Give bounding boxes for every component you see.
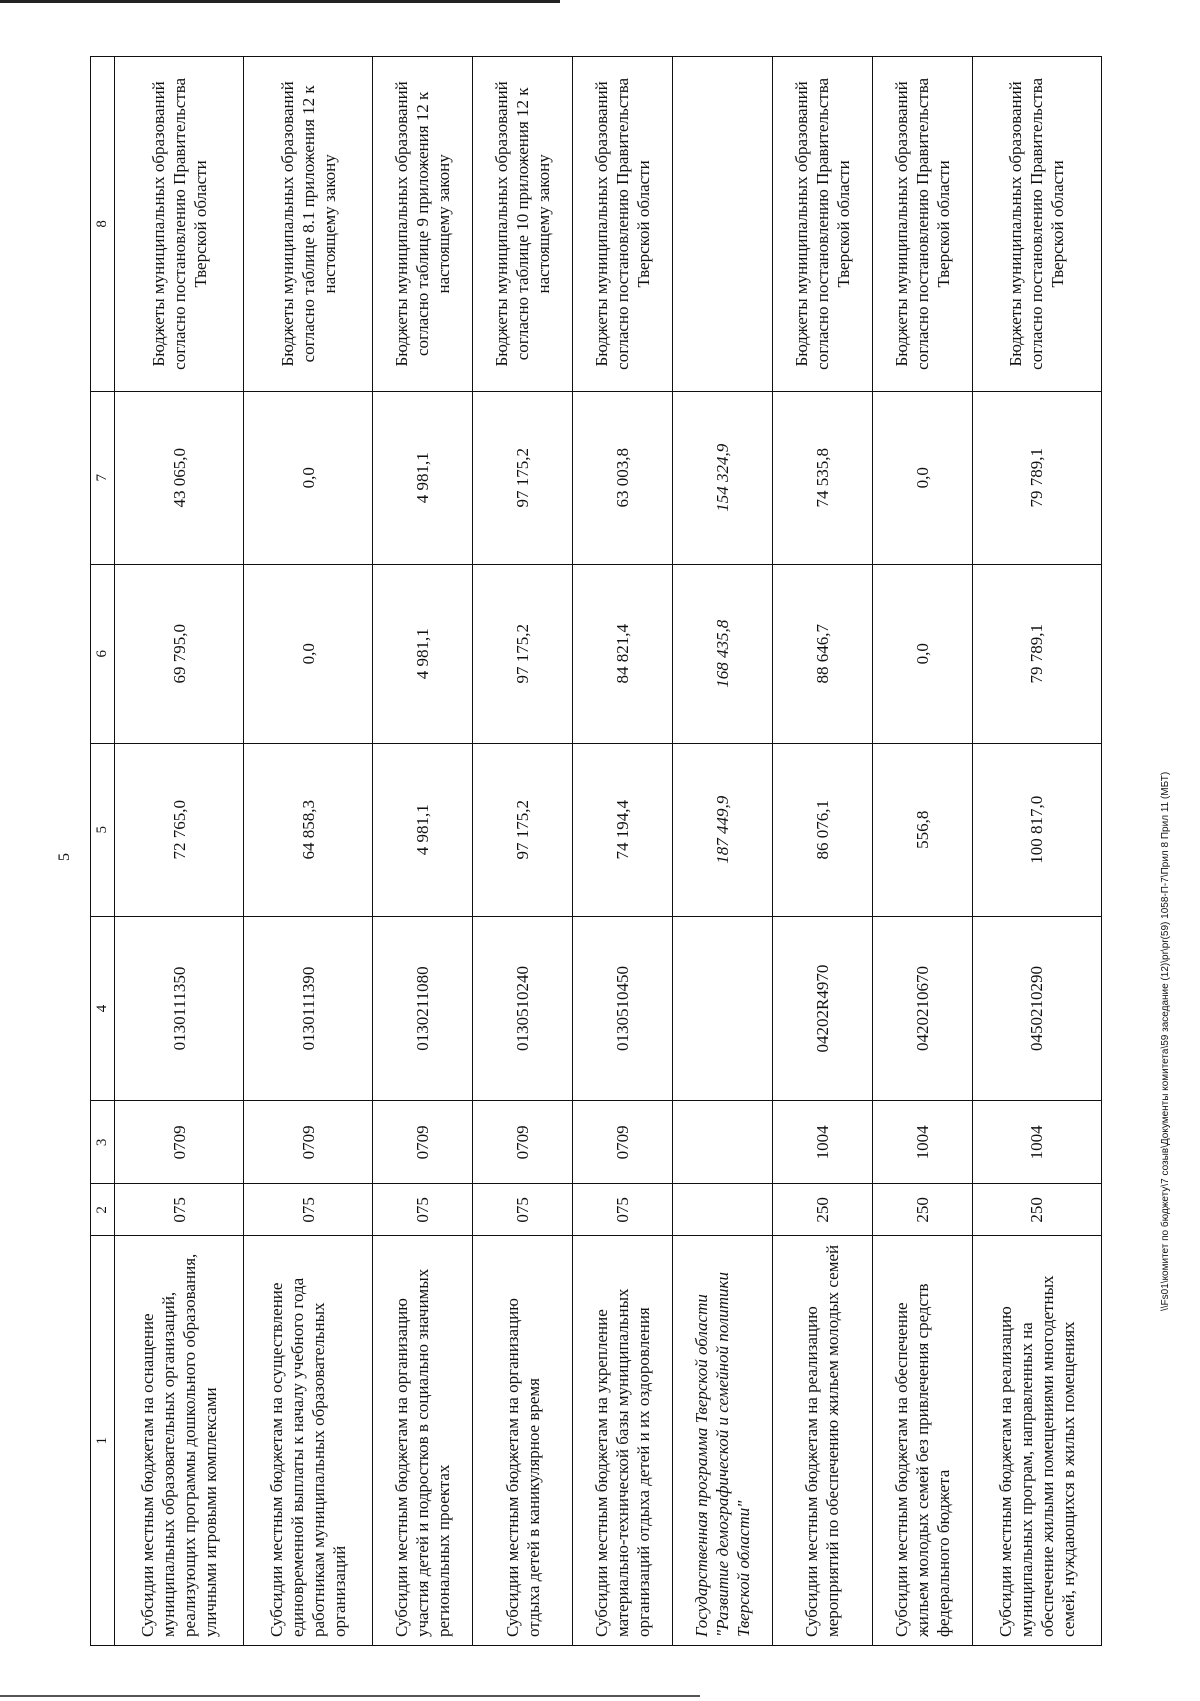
row-section-code xyxy=(673,1101,773,1184)
budget-table xyxy=(90,56,1102,1646)
row-amount-2: 0,0 xyxy=(244,564,373,743)
row-recipient xyxy=(673,57,773,392)
row-recipient: Бюджеты муниципальных образований согласно постановлению Правительства Тверской области xyxy=(972,57,1101,392)
program-row xyxy=(673,57,773,1646)
row-section-code: 0709 xyxy=(373,1101,473,1184)
table-row xyxy=(573,57,673,1646)
row-recipient: Бюджеты муниципальных образований согласно таблице 8.1 приложения 12 к настоящему закону xyxy=(244,57,373,392)
row-section-code: 0709 xyxy=(573,1101,673,1184)
header-col-6: 6 xyxy=(91,564,115,743)
row-ministry-code: 250 xyxy=(872,1184,972,1236)
row-amount-2: 4 981,1 xyxy=(373,564,473,743)
row-ministry-code: 075 xyxy=(373,1184,473,1236)
header-col-2: 2 xyxy=(91,1184,115,1236)
table-row xyxy=(872,57,972,1646)
row-amount-2: 97 175,2 xyxy=(473,564,573,743)
row-section-code: 0709 xyxy=(473,1101,573,1184)
header-col-4: 4 xyxy=(91,916,115,1101)
header-col-5: 5 xyxy=(91,743,115,916)
row-amount-3: 0,0 xyxy=(872,391,972,564)
row-amount-3: 97 175,2 xyxy=(473,391,573,564)
row-ministry-code: 075 xyxy=(573,1184,673,1236)
row-amount-3: 0,0 xyxy=(244,391,373,564)
row-amount-1: 4 981,1 xyxy=(373,743,473,916)
row-amount-2: 79 789,1 xyxy=(972,564,1101,743)
row-amount-3: 74 535,8 xyxy=(772,391,872,564)
row-recipient: Бюджеты муниципальных образований согласно постановлению Правительства Тверской области xyxy=(872,57,972,392)
row-recipient: Бюджеты муниципальных образований согласно постановлению Правительства Тверской области xyxy=(115,57,244,392)
row-target-code: 0450210290 xyxy=(972,916,1101,1101)
row-ministry-code: 075 xyxy=(473,1184,573,1236)
row-section-code: 1004 xyxy=(772,1101,872,1184)
row-name: Субсидии местным бюджетам на реализацию муниципальных програм, направленных на обеспечение жилыми помещениями многодетных семей, нуждающихся в жилых помещениях xyxy=(972,1236,1101,1646)
row-ministry-code: 250 xyxy=(972,1184,1101,1236)
row-recipient: Бюджеты муниципальных образований согласно постановлению Правительства Тверской области xyxy=(573,57,673,392)
row-amount-1: 97 175,2 xyxy=(473,743,573,916)
row-amount-3: 63 003,8 xyxy=(573,391,673,564)
row-amount-1: 556,8 xyxy=(872,743,972,916)
row-amount-3: 43 065,0 xyxy=(115,391,244,564)
row-amount-1: 74 194,4 xyxy=(573,743,673,916)
row-name: Субсидии местным бюджетам на обеспечение жильем молодых семей без привлечения средств федерального бюджета xyxy=(872,1236,972,1646)
program-amount-3: 154 324,9 xyxy=(673,391,773,564)
row-amount-1: 86 076,1 xyxy=(772,743,872,916)
table-row xyxy=(373,57,473,1646)
header-row xyxy=(91,57,115,1646)
row-section-code: 0709 xyxy=(115,1101,244,1184)
row-amount-2: 0,0 xyxy=(872,564,972,743)
row-section-code: 0709 xyxy=(244,1101,373,1184)
row-amount-2: 84 821,4 xyxy=(573,564,673,743)
row-section-code: 1004 xyxy=(972,1101,1101,1184)
row-amount-1: 64 858,3 xyxy=(244,743,373,916)
table-row xyxy=(772,57,872,1646)
row-amount-1: 100 817,0 xyxy=(972,743,1101,916)
row-ministry-code: 250 xyxy=(772,1184,872,1236)
row-target-code: 0130111390 xyxy=(244,916,373,1101)
row-ministry-code xyxy=(673,1184,773,1236)
row-ministry-code: 075 xyxy=(115,1184,244,1236)
header-col-3: 3 xyxy=(91,1101,115,1184)
row-name: Субсидии местным бюджетам на реализацию мероприятий по обеспечению жильем молодых семей xyxy=(772,1236,872,1646)
row-amount-3: 4 981,1 xyxy=(373,391,473,564)
header-col-1: 1 xyxy=(91,1236,115,1646)
row-name: Субсидии местным бюджетам на осуществление единовременной выплаты к началу учебного года работникам муниципальных образовательных организаций xyxy=(244,1236,373,1646)
row-target-code: 0130111350 xyxy=(115,916,244,1101)
row-target-code: 0130510450 xyxy=(573,916,673,1101)
row-target-code: 0420210670 xyxy=(872,916,972,1101)
row-recipient: Бюджеты муниципальных образований согласно постановлению Правительства Тверской области xyxy=(772,57,872,392)
program-name: Государственная программа Тверской области "Развитие демографической и семейной политики Тверской области" xyxy=(673,1236,773,1646)
row-name: Субсидии местным бюджетам на организацию участия детей и подростков в социально значимых региональных проектах xyxy=(373,1236,473,1646)
row-target-code: 0130510240 xyxy=(473,916,573,1101)
row-name: Субсидии местным бюджетам на организацию отдыха детей в каникулярное время xyxy=(473,1236,573,1646)
footer-file-path: \\Fs01\комитет по бюджету\7 созыв\Документы комитета\59 заседание (12)\pr\pr(59) 1058-П-7\Прил 8 Прил 11 (МБТ) xyxy=(1160,771,1171,1311)
table-row xyxy=(473,57,573,1646)
row-name: Субсидии местным бюджетам на укрепление материально-технической базы муниципальных организаций отдыха детей и их оздоровления xyxy=(573,1236,673,1646)
row-amount-2: 88 646,7 xyxy=(772,564,872,743)
row-target-code: 0130211080 xyxy=(373,916,473,1101)
table-row xyxy=(115,57,244,1646)
row-amount-3: 79 789,1 xyxy=(972,391,1101,564)
program-amount-2: 168 435,8 xyxy=(673,564,773,743)
header-col-7: 7 xyxy=(91,391,115,564)
program-amount-1: 187 449,9 xyxy=(673,743,773,916)
page-number: 5 xyxy=(56,853,73,861)
row-amount-2: 69 795,0 xyxy=(115,564,244,743)
row-section-code: 1004 xyxy=(872,1101,972,1184)
table-row xyxy=(244,57,373,1646)
table-row xyxy=(972,57,1101,1646)
row-amount-1: 72 765,0 xyxy=(115,743,244,916)
row-target-code xyxy=(673,916,773,1101)
row-ministry-code: 075 xyxy=(244,1184,373,1236)
row-recipient: Бюджеты муниципальных образований согласно таблице 9 приложения 12 к настоящему закону xyxy=(373,57,473,392)
row-target-code: 04202R4970 xyxy=(772,916,872,1101)
row-name: Субсидии местным бюджетам на оснащение муниципальных образовательных организаций, реализующих программы дошкольного образования, уличными игровыми комплексами xyxy=(115,1236,244,1646)
header-col-8: 8 xyxy=(91,57,115,392)
row-recipient: Бюджеты муниципальных образований согласно таблице 10 приложения 12 к настоящему закону xyxy=(473,57,573,392)
